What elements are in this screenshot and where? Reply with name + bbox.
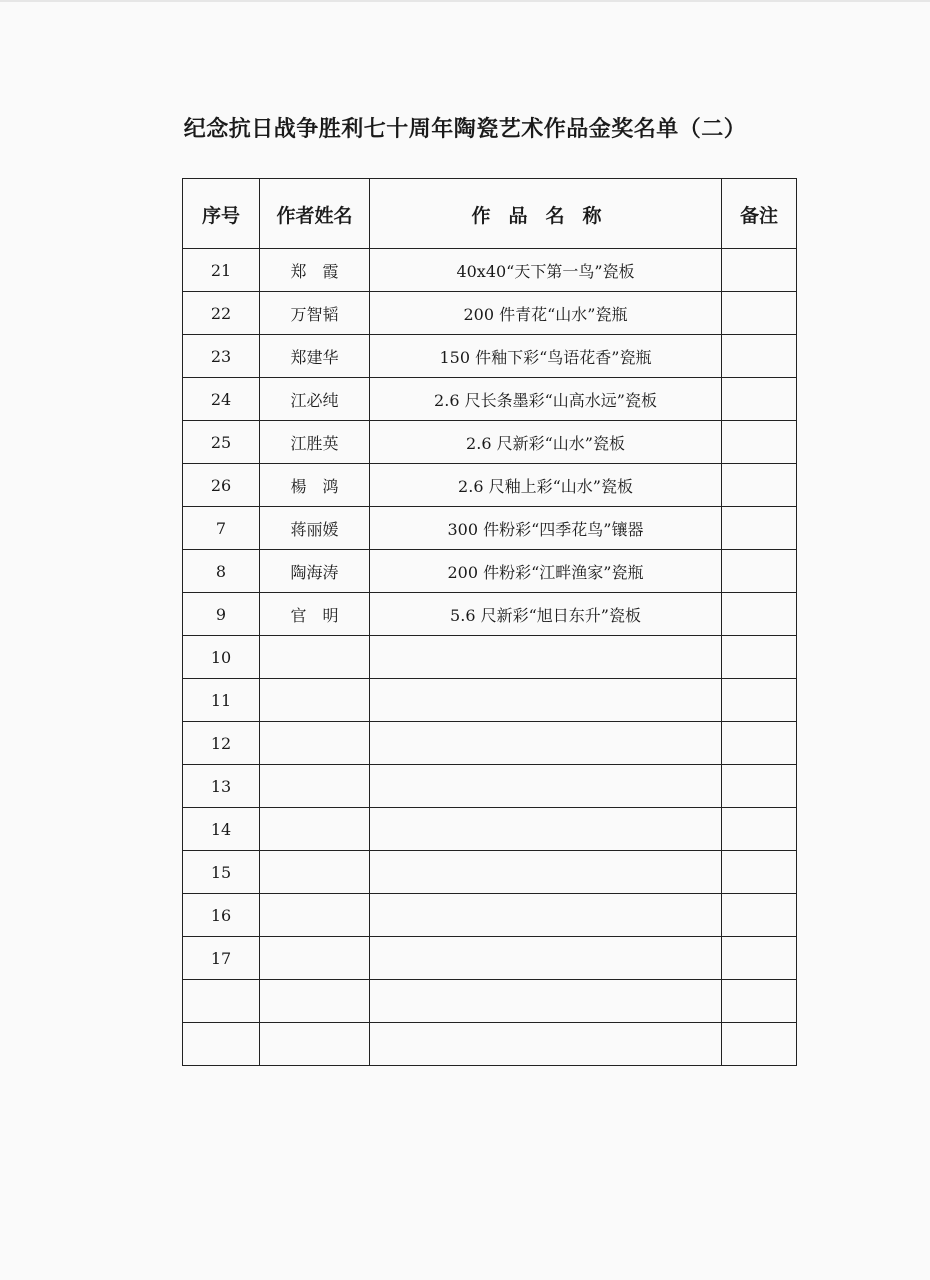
row-seq: 9 (183, 593, 260, 636)
row-note (722, 808, 797, 851)
row-work (370, 722, 722, 765)
row-author: 江胜英 (260, 421, 370, 464)
row-work: 300 件粉彩“四季花鸟”镶器 (370, 507, 722, 550)
row-author: 郑 霞 (260, 249, 370, 292)
table-row (183, 1023, 797, 1066)
row-note (722, 722, 797, 765)
scan-edge (0, 0, 930, 2)
row-note (722, 937, 797, 980)
row-work (370, 808, 722, 851)
table-row (183, 808, 797, 851)
table-row (183, 249, 797, 292)
row-work: 2.6 尺新彩“山水”瓷板 (370, 421, 722, 464)
row-seq: 23 (183, 335, 260, 378)
row-note (722, 464, 797, 507)
table-row (183, 980, 797, 1023)
row-work (370, 636, 722, 679)
table-header-row (183, 179, 797, 249)
table-row (183, 507, 797, 550)
row-seq: 11 (183, 679, 260, 722)
table-row (183, 722, 797, 765)
row-note (722, 894, 797, 937)
row-seq: 12 (183, 722, 260, 765)
row-note (722, 593, 797, 636)
row-work: 40x40“天下第一鸟”瓷板 (370, 249, 722, 292)
row-author: 郑建华 (260, 335, 370, 378)
row-note (722, 335, 797, 378)
row-note (722, 851, 797, 894)
row-seq: 16 (183, 894, 260, 937)
table-row (183, 851, 797, 894)
row-seq: 25 (183, 421, 260, 464)
row-author (260, 765, 370, 808)
row-work: 200 件粉彩“江畔渔家”瓷瓶 (370, 550, 722, 593)
table-row (183, 335, 797, 378)
row-author (260, 636, 370, 679)
row-author (260, 679, 370, 722)
table-row (183, 421, 797, 464)
table-row (183, 464, 797, 507)
row-author: 陶海涛 (260, 550, 370, 593)
header-author: 作者姓名 (260, 179, 370, 249)
row-note (722, 1023, 797, 1066)
row-seq: 10 (183, 636, 260, 679)
table-row (183, 937, 797, 980)
row-work: 5.6 尺新彩“旭日东升”瓷板 (370, 593, 722, 636)
document-title: 纪念抗日战争胜利七十周年陶瓷艺术作品金奖名单（二） (183, 117, 747, 142)
row-work: 2.6 尺长条墨彩“山高水远”瓷板 (370, 378, 722, 421)
row-work (370, 679, 722, 722)
row-seq: 24 (183, 378, 260, 421)
row-note (722, 765, 797, 808)
row-seq: 17 (183, 937, 260, 980)
row-seq: 15 (183, 851, 260, 894)
row-note (722, 550, 797, 593)
row-seq (183, 980, 260, 1023)
row-seq: 22 (183, 292, 260, 335)
row-seq: 8 (183, 550, 260, 593)
row-note (722, 292, 797, 335)
table-row (183, 550, 797, 593)
row-seq: 7 (183, 507, 260, 550)
row-author (260, 851, 370, 894)
row-author (260, 1023, 370, 1066)
row-author (260, 937, 370, 980)
row-seq (183, 1023, 260, 1066)
award-table (182, 178, 797, 1066)
row-note (722, 507, 797, 550)
row-work (370, 765, 722, 808)
row-seq: 21 (183, 249, 260, 292)
row-author (260, 808, 370, 851)
row-author (260, 722, 370, 765)
table-row (183, 894, 797, 937)
row-work (370, 1023, 722, 1066)
row-author: 江必纯 (260, 378, 370, 421)
row-work (370, 980, 722, 1023)
header-work: 作品名称 (370, 179, 722, 249)
row-work (370, 851, 722, 894)
table-body (183, 249, 797, 1066)
table-row (183, 378, 797, 421)
header-seq: 序号 (183, 179, 260, 249)
table-row (183, 593, 797, 636)
table-row (183, 292, 797, 335)
row-work: 200 件青花“山水”瓷瓶 (370, 292, 722, 335)
row-work: 2.6 尺釉上彩“山水”瓷板 (370, 464, 722, 507)
row-note (722, 249, 797, 292)
row-note (722, 421, 797, 464)
row-author (260, 980, 370, 1023)
row-author: 蒋丽媛 (260, 507, 370, 550)
row-author: 官 明 (260, 593, 370, 636)
table-row (183, 765, 797, 808)
row-note (722, 980, 797, 1023)
header-note: 备注 (722, 179, 797, 249)
row-work (370, 894, 722, 937)
row-work (370, 937, 722, 980)
row-author (260, 894, 370, 937)
row-note (722, 679, 797, 722)
row-note (722, 636, 797, 679)
row-seq: 13 (183, 765, 260, 808)
row-work: 150 件釉下彩“鸟语花香”瓷瓶 (370, 335, 722, 378)
row-author: 楊 鸿 (260, 464, 370, 507)
row-seq: 14 (183, 808, 260, 851)
row-note (722, 378, 797, 421)
table-row (183, 679, 797, 722)
table-row (183, 636, 797, 679)
row-seq: 26 (183, 464, 260, 507)
row-author: 万智韬 (260, 292, 370, 335)
